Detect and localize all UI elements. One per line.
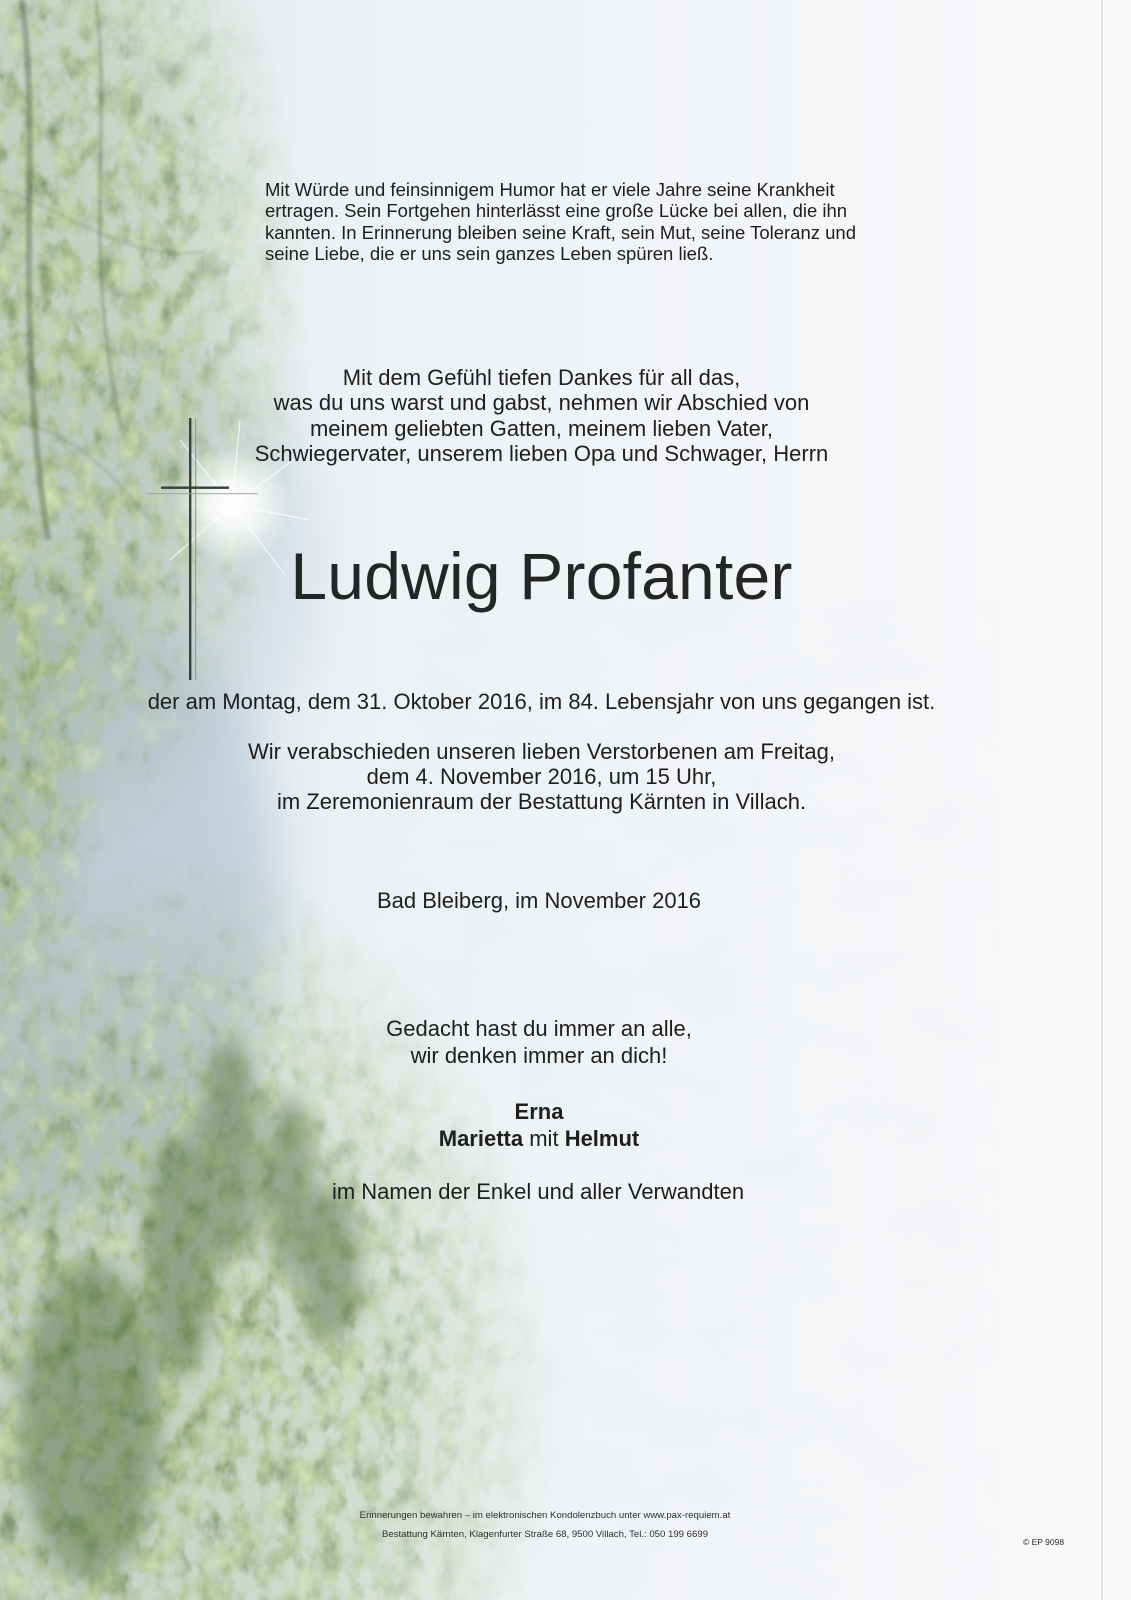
farewell-line: meinem geliebten Gatten, meinem lieben Vater, [309, 415, 774, 441]
service-line: Wir verabschieden unseren lieben Verstorbenen am Freitag, [248, 739, 835, 764]
farewell-line: Mit dem Gefühl tiefen Dankes für all das, [342, 365, 741, 390]
intro-line: seine Liebe, die er uns sein ganzes Leben spüren ließ. [265, 242, 714, 264]
mourner-line-first [0, 1098, 1078, 1125]
mourner-connector: mit [529, 1126, 559, 1151]
intro-line: Mit Würde und feinsinnigem Humor hat er viele Jahre seine Krankheit [265, 179, 835, 200]
epitaph-line: wir denken immer an dich! [410, 1043, 668, 1068]
service-line: im Zeremonienraum der Bestattung Kärnten in Villach. [276, 789, 807, 814]
place-and-date: Bad Bleiberg, im November 2016 [376, 888, 702, 913]
intro-paragraph [265, 179, 856, 264]
death-notice: der am Montag, dem 31. Oktober 2016, im 84. Lebensjahr von uns gegangen ist. [147, 689, 936, 714]
footer-condolence-note: Erinnerungen bewahren – im elektronischen Kondolenzbuch unter www.pax-requiem.at [359, 1510, 731, 1521]
service-line: dem 4. November 2016, um 15 Uhr, [366, 764, 717, 789]
intro-line: ertragen. Sein Fortgehen hinterlässt eine große Lücke bei allen, die ihn [265, 200, 848, 222]
intro-line: kannten. In Erinnerung bleiben seine Kraft, sein Mut, seine Toleranz und [265, 221, 857, 243]
mourner-name: Helmut [564, 1126, 640, 1151]
print-code: © EP 9098 [1023, 1537, 1065, 1547]
farewell-text [0, 365, 1083, 466]
cross-horizontal-bar [161, 487, 229, 489]
epitaph-line: Gedacht hast du immer an alle, [386, 1016, 692, 1041]
cross-horizontal-shadow [146, 493, 258, 494]
farewell-line: was du uns warst und gabst, nehmen wir Abschied von [273, 390, 810, 416]
mourner-line-second [0, 1125, 1078, 1152]
deceased-name: Ludwig Profanter [290, 539, 793, 613]
mourner-name: Marietta [438, 1126, 524, 1151]
mourners-list [0, 1098, 1078, 1152]
funeral-service-info [0, 739, 1083, 814]
footer-undertaker-contact: Bestattung Kärnten, Klagenfurter Straße 68, 9500 Villach, Tel.: 050 199 6699 [381, 1529, 709, 1540]
mourner-name: Erna [514, 1099, 564, 1124]
epitaph [0, 1015, 1078, 1069]
farewell-line: Schwiegervater, unserem lieben Opa und Schwager, Herrn [254, 440, 829, 466]
relatives-note: im Namen der Enkel und aller Verwandten [331, 1179, 745, 1204]
